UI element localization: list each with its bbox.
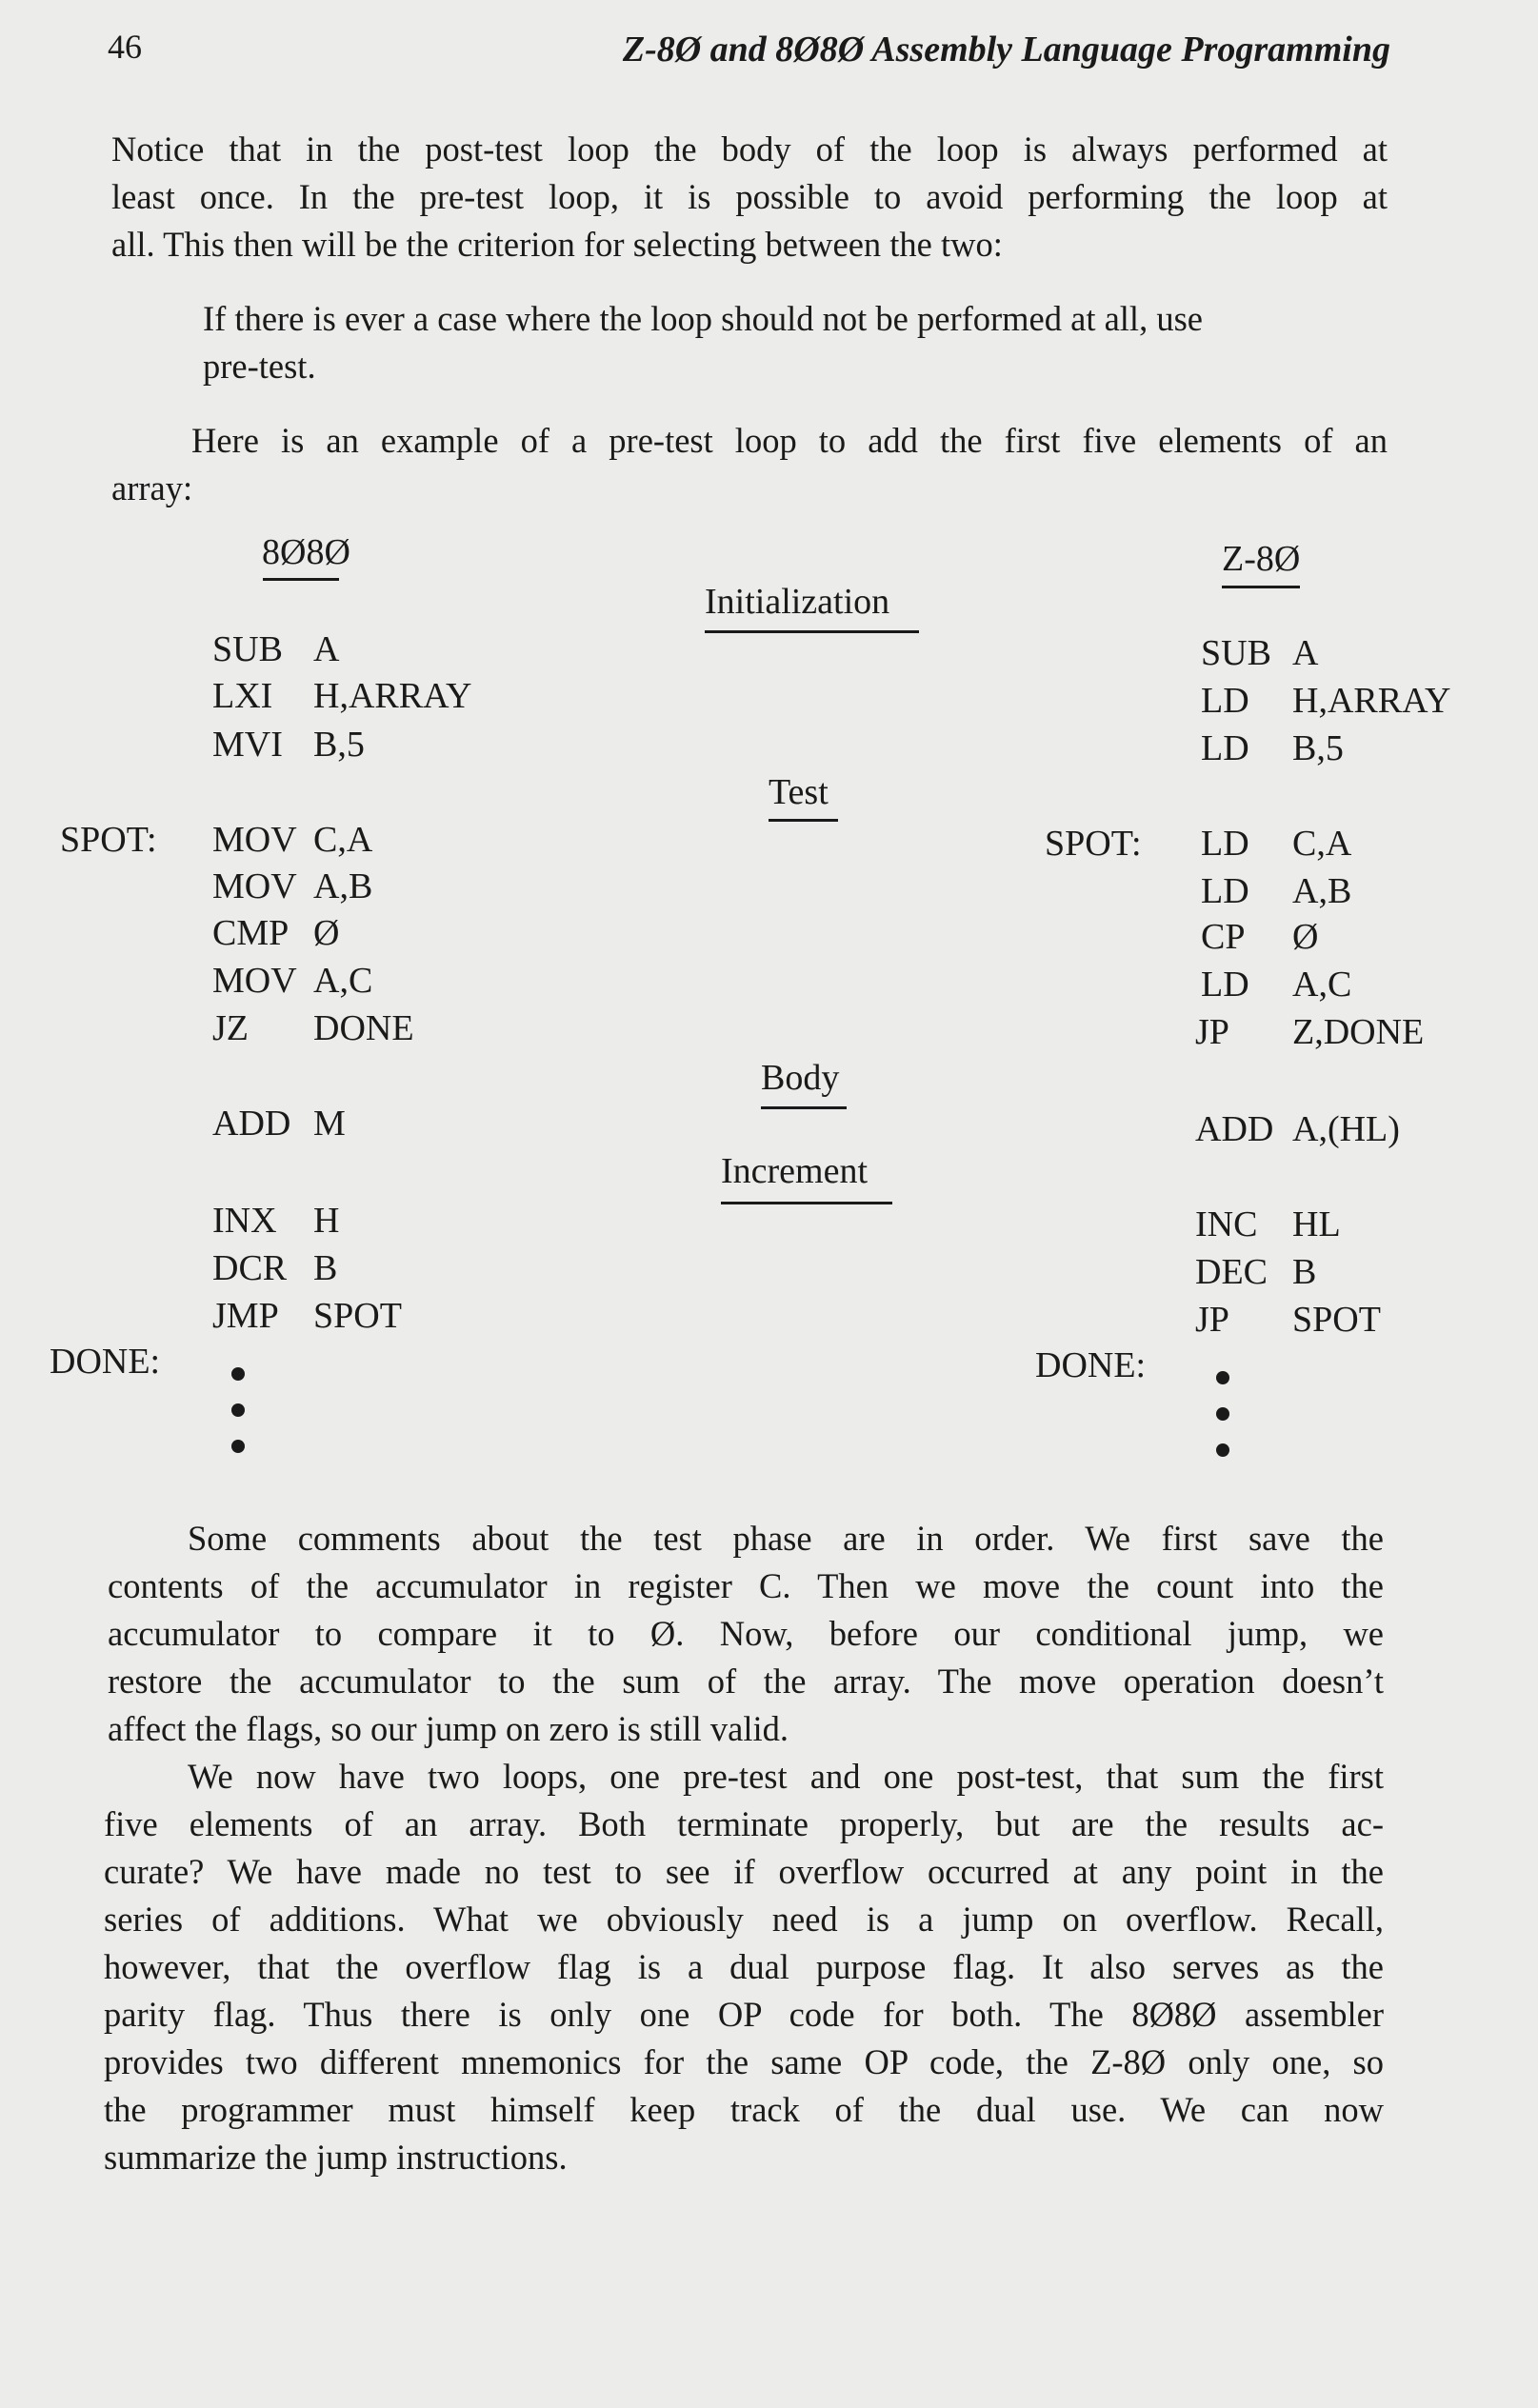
text-line: the programmer must himself keep track of the dual use. We can now — [104, 2090, 1384, 2129]
phase-body: Body — [761, 1058, 840, 1098]
code-line-8080 — [212, 960, 372, 1002]
code-line-8080 — [212, 1200, 339, 1242]
mnemonic: ADD — [212, 1104, 291, 1144]
running-head: Z-8Ø and 8Ø8Ø Assembly Language Programming — [622, 30, 1390, 70]
mnemonic: ADD — [1195, 1109, 1274, 1149]
text-line: affect the flags, so our jump on zero is still valid. — [108, 1709, 789, 1748]
mnemonic: SUB — [1201, 633, 1271, 673]
paragraph-overflow — [104, 1753, 1384, 2181]
code-line-z80 — [1201, 870, 1351, 912]
code-line-8080 — [212, 1247, 337, 1289]
mnemonic: INX — [212, 1201, 277, 1241]
label-done-8080: DONE: — [50, 1342, 161, 1382]
mnemonic: SUB — [212, 629, 283, 669]
ellipsis-dot — [231, 1440, 245, 1453]
text-line: least once. In the pre-test loop, it is possible to avoid performing the loop at — [111, 177, 1388, 216]
operand: SPOT — [313, 1296, 402, 1336]
phase-increment: Increment — [721, 1151, 869, 1191]
code-line-8080 — [212, 675, 471, 717]
mnemonic: LD — [1201, 871, 1249, 911]
mnemonic: INC — [1195, 1204, 1258, 1244]
operand: A,(HL) — [1292, 1109, 1400, 1149]
text-line: If there is ever a case where the loop should not be performed at all, use — [203, 299, 1203, 338]
operand: A,C — [1292, 965, 1352, 1005]
operand: C,A — [313, 820, 373, 860]
heading-z80-underline — [1222, 586, 1300, 588]
mnemonic: CMP — [212, 913, 290, 953]
code-line-8080 — [212, 1295, 402, 1337]
heading-8080: 8Ø8Ø — [262, 532, 350, 572]
ellipsis-dot — [1216, 1443, 1229, 1457]
mnemonic: LD — [1201, 681, 1249, 721]
code-line-8080 — [212, 819, 372, 861]
operand: SPOT — [1292, 1300, 1381, 1340]
page-number: 46 — [108, 28, 142, 66]
ellipsis-dot — [1216, 1407, 1229, 1421]
text-line: restore the accumulator to the sum of the array. The move operation doesn’t — [108, 1662, 1384, 1701]
operand: Ø — [313, 913, 340, 953]
mnemonic: MOV — [212, 820, 297, 860]
code-line-8080 — [212, 628, 339, 670]
rule-quote — [203, 295, 1388, 390]
operand: B,5 — [1292, 728, 1344, 768]
phase-body-underline — [761, 1106, 847, 1109]
text-line: We now have two loops, one pre-test and one post-test, that sum the first — [188, 1757, 1384, 1796]
operand: A,B — [1292, 871, 1352, 911]
mnemonic: LD — [1201, 824, 1249, 864]
mnemonic: JMP — [212, 1296, 279, 1336]
text-line: parity flag. Thus there is only one OP code for both. The 8Ø8Ø assembler — [104, 1995, 1384, 2034]
phase-test: Test — [769, 772, 829, 812]
text-line: all. This then will be the criterion for selecting between the two: — [111, 225, 1003, 264]
operand: B,5 — [313, 725, 365, 765]
phase-initialization-underline — [705, 630, 919, 633]
operand: A — [313, 629, 340, 669]
ellipsis-dot — [231, 1367, 245, 1381]
text-line: curate? We have made no test to see if overflow occurred at any point in the — [104, 1852, 1384, 1891]
mnemonic: LD — [1201, 965, 1249, 1005]
label-spot-8080: SPOT: — [60, 820, 157, 860]
code-line-8080 — [212, 1007, 414, 1049]
mnemonic: JP — [1195, 1300, 1229, 1340]
text-line: summarize the jump instructions. — [104, 2138, 568, 2177]
text-line: pre-test. — [203, 347, 316, 386]
mnemonic: CP — [1201, 917, 1246, 957]
code-line-8080 — [212, 912, 339, 954]
mnemonic: MVI — [212, 725, 283, 765]
heading-z80: Z-8Ø — [1222, 539, 1301, 579]
code-line-8080 — [212, 1103, 346, 1144]
paragraph-intro — [111, 126, 1388, 269]
mnemonic: MOV — [212, 961, 297, 1001]
code-line-z80 — [1201, 680, 1450, 722]
operand: H,ARRAY — [313, 676, 472, 716]
text-line: Notice that in the post-test loop the body of the loop is always performed at — [111, 129, 1388, 169]
code-line-z80 — [1201, 964, 1351, 1005]
operand: B — [1292, 1252, 1317, 1292]
phase-test-underline — [769, 819, 838, 822]
code-line-z80 — [1195, 1204, 1341, 1245]
code-line-z80 — [1195, 1011, 1424, 1053]
label-done-z80: DONE: — [1035, 1345, 1147, 1385]
ellipsis-dot — [231, 1403, 245, 1417]
operand: H — [313, 1201, 340, 1241]
operand: A — [1292, 633, 1319, 673]
text-line: contents of the accumulator in register C. Then we move the count into the — [108, 1566, 1384, 1605]
code-line-z80 — [1201, 727, 1344, 769]
text-line: Here is an example of a pre-test loop to add the first five elements of an — [191, 421, 1388, 460]
code-line-z80 — [1195, 1299, 1381, 1341]
code-line-z80 — [1201, 823, 1351, 865]
paragraph-example-intro — [111, 417, 1388, 512]
code-line-z80 — [1195, 1108, 1400, 1150]
operand: DONE — [313, 1008, 414, 1048]
phase-initialization: Initialization — [705, 582, 890, 622]
operand: B — [313, 1248, 338, 1288]
mnemonic: JP — [1195, 1012, 1229, 1052]
text-line: array: — [111, 468, 193, 507]
text-line: five elements of an array. Both terminate properly, but are the results ac- — [104, 1804, 1384, 1843]
mnemonic: LXI — [212, 676, 273, 716]
mnemonic: DEC — [1195, 1252, 1268, 1292]
mnemonic: MOV — [212, 866, 297, 906]
text-line: Some comments about the test phase are in order. We first save the — [188, 1519, 1384, 1558]
mnemonic: JZ — [212, 1008, 249, 1048]
label-spot-z80: SPOT: — [1045, 824, 1142, 864]
text-line: provides two different mnemonics for the same OP code, the Z-8Ø only one, so — [104, 2042, 1384, 2081]
operand: A,C — [313, 961, 373, 1001]
code-line-z80 — [1201, 632, 1318, 674]
text-line: series of additions. What we obviously need is a jump on overflow. Recall, — [104, 1900, 1384, 1939]
operand: A,B — [313, 866, 373, 906]
code-line-z80 — [1195, 1251, 1316, 1293]
operand: Z,DONE — [1292, 1012, 1425, 1052]
operand: H,ARRAY — [1292, 681, 1451, 721]
text-line: accumulator to compare it to Ø. Now, before our conditional jump, we — [108, 1614, 1384, 1653]
paragraph-test-comments — [108, 1515, 1384, 1753]
phase-increment-underline — [721, 1202, 892, 1204]
operand: HL — [1292, 1204, 1341, 1244]
operand: Ø — [1292, 917, 1319, 957]
ellipsis-dot — [1216, 1371, 1229, 1384]
code-line-8080 — [212, 866, 372, 907]
operand: M — [313, 1104, 346, 1144]
code-line-8080 — [212, 724, 365, 766]
mnemonic: LD — [1201, 728, 1249, 768]
operand: C,A — [1292, 824, 1352, 864]
code-line-z80 — [1201, 916, 1318, 958]
heading-8080-underline — [263, 578, 339, 581]
mnemonic: DCR — [212, 1248, 288, 1288]
text-line: however, that the overflow flag is a dual purpose flag. It also serves as the — [104, 1947, 1384, 1986]
